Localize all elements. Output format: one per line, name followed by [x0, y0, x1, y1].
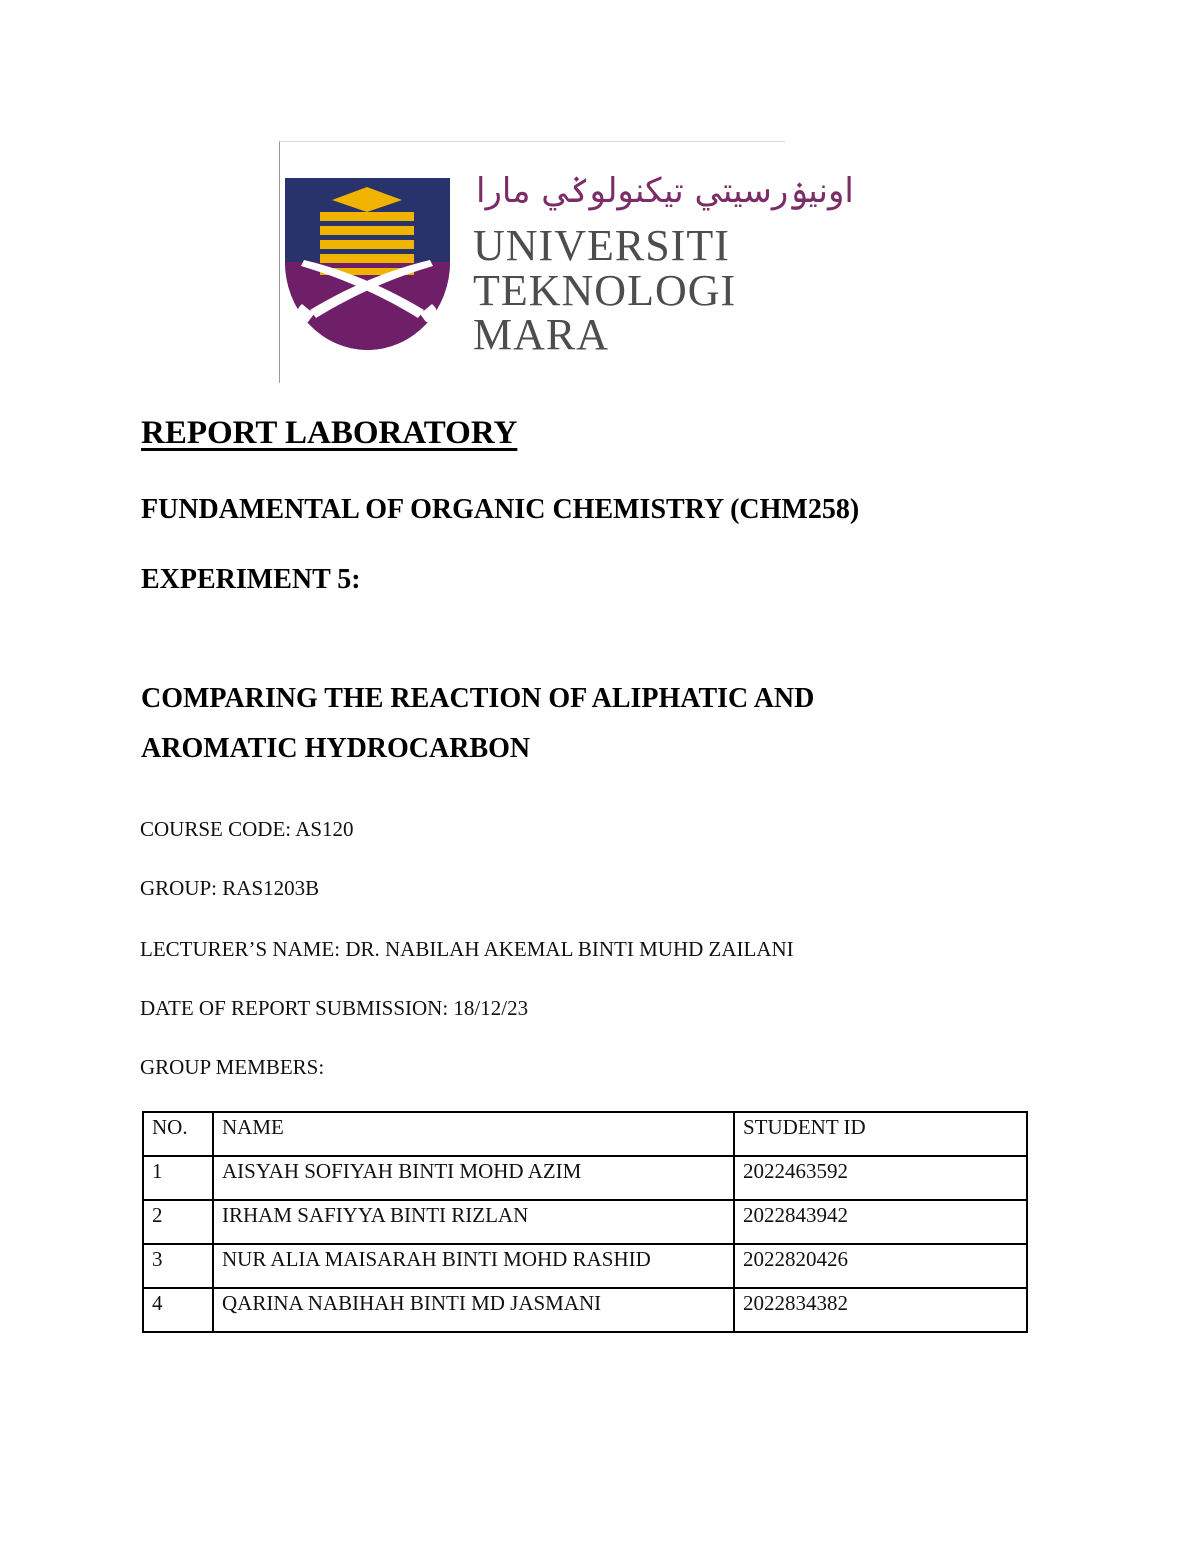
cell-student-id: 2022843942: [734, 1200, 1027, 1244]
report-heading: REPORT LABORATORY: [141, 415, 518, 451]
university-logo: [279, 141, 854, 383]
course-code: COURSE CODE: AS120: [140, 817, 354, 841]
table-row: [143, 1156, 1027, 1200]
experiment-title-line1: COMPARING THE REACTION OF ALIPHATIC AND: [141, 683, 815, 714]
group-members-label: GROUP MEMBERS:: [140, 1055, 325, 1079]
logo-text-mara: MARA: [473, 310, 610, 359]
cell-no: 4: [143, 1288, 213, 1332]
cell-name: IRHAM SAFIYYA BINTI RIZLAN: [213, 1200, 734, 1244]
submission-date: DATE OF REPORT SUBMISSION: 18/12/23: [140, 996, 529, 1020]
header-name: NAME: [213, 1112, 734, 1156]
cell-name: NUR ALIA MAISARAH BINTI MOHD RASHID: [213, 1244, 734, 1288]
experiment-title: [141, 674, 1041, 774]
cell-student-id: 2022834382: [734, 1288, 1027, 1332]
experiment-heading: EXPERIMENT 5:: [141, 564, 361, 595]
header-student-id: STUDENT ID: [734, 1112, 1027, 1156]
group-members-table: [142, 1111, 1028, 1333]
lecturer-name: LECTURER’S NAME: DR. NABILAH AKEMAL BINTI MUHD ZAILANI: [140, 937, 794, 961]
table-header-row: [143, 1112, 1027, 1156]
cell-student-id: 2022463592: [734, 1156, 1027, 1200]
course-heading: FUNDAMENTAL OF ORGANIC CHEMISTRY (CHM258): [141, 494, 860, 525]
cell-no: 3: [143, 1244, 213, 1288]
cell-name: AISYAH SOFIYAH BINTI MOHD AZIM: [213, 1156, 734, 1200]
table-row: [143, 1200, 1027, 1244]
table-row: [143, 1288, 1027, 1332]
table-row: [143, 1244, 1027, 1288]
logo-text-universiti: UNIVERSITI: [473, 221, 730, 270]
header-no: NO.: [143, 1112, 213, 1156]
group-code: GROUP: RAS1203B: [140, 876, 320, 900]
cell-no: 1: [143, 1156, 213, 1200]
experiment-title-line2: AROMATIC HYDROCARBON: [141, 733, 531, 764]
cell-student-id: 2022820426: [734, 1244, 1027, 1288]
logo-jawi-text: اونيۏرسيتي تيکنولوݢي مارا: [476, 171, 854, 211]
cell-name: QARINA NABIHAH BINTI MD JASMANI: [213, 1288, 734, 1332]
cell-no: 2: [143, 1200, 213, 1244]
logo-text-teknologi: TEKNOLOGI: [473, 266, 737, 315]
